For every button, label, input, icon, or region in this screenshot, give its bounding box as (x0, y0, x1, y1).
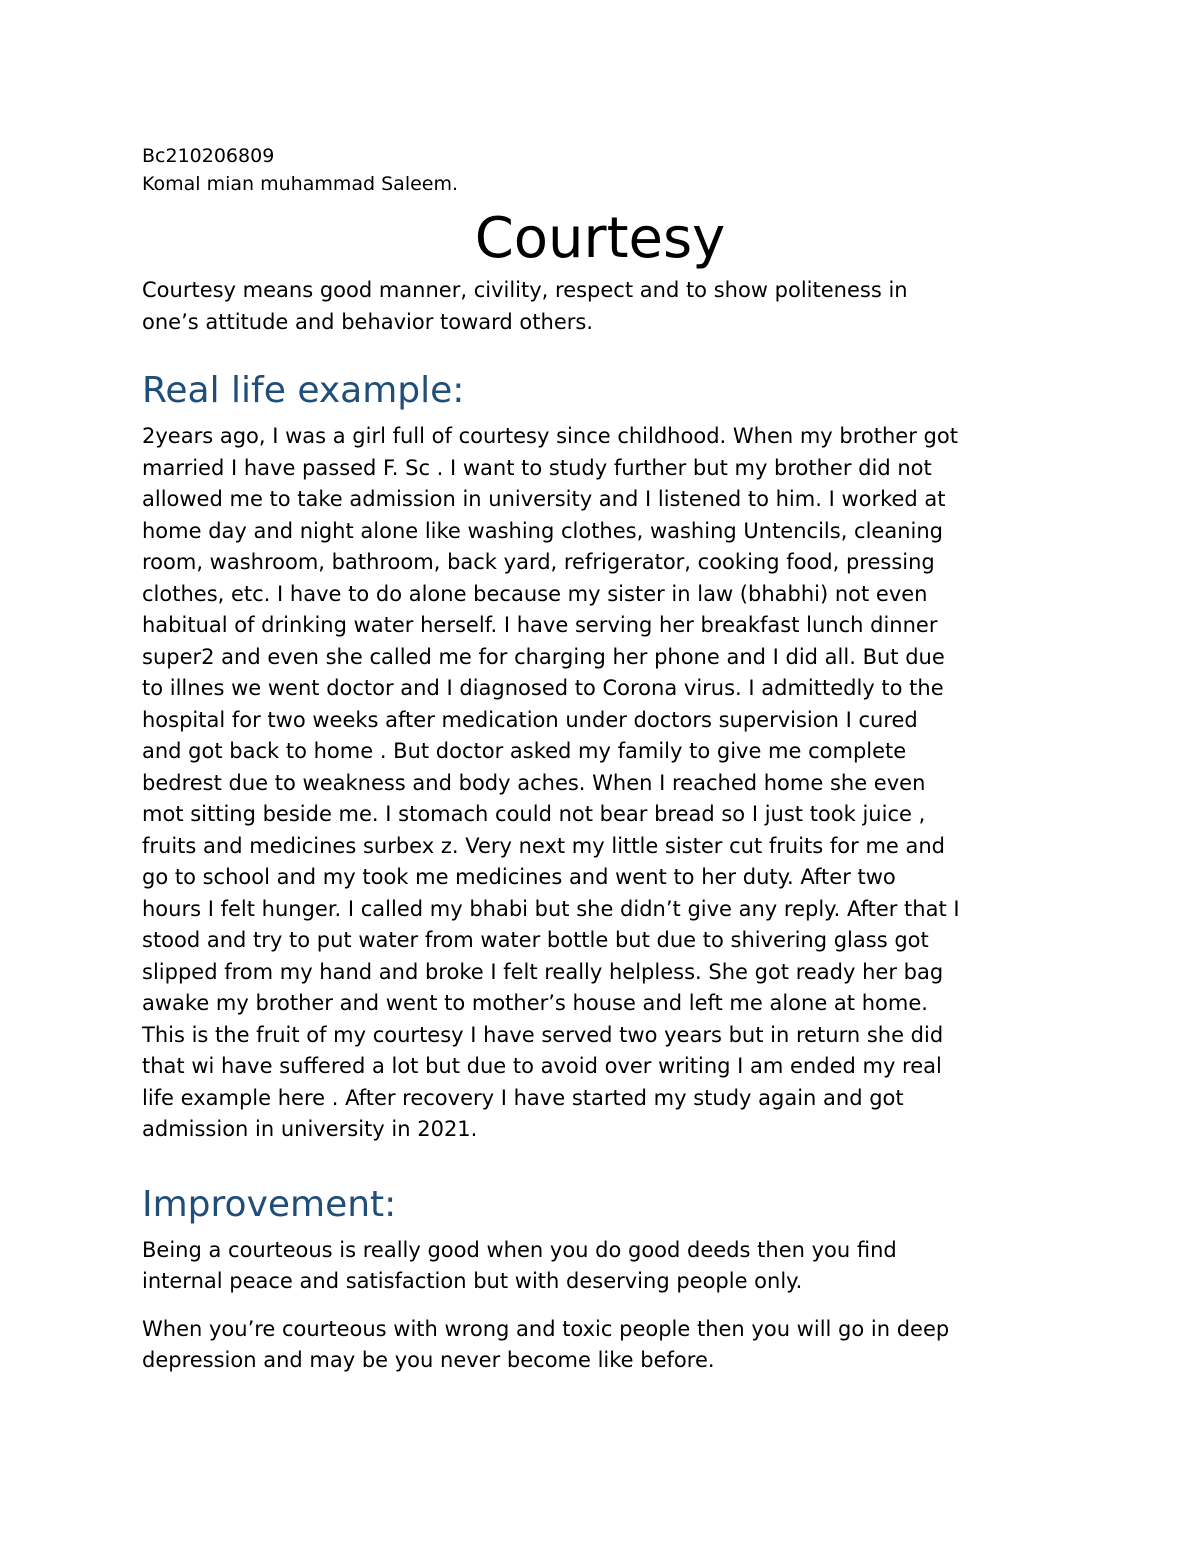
example-line: hospital for two weeks after medication under doctors supervision I cured (142, 707, 918, 732)
example-line: hours I felt hunger. I called my bhabi but she didn’t give any reply. After that I (142, 896, 960, 921)
intro-paragraph (142, 275, 1072, 338)
example-line: and got back to home . But doctor asked my family to give me complete (142, 739, 907, 763)
example-line: allowed me to take admission in university and I listened to him. I worked at (142, 487, 946, 511)
example-line: 2years ago, I was a girl full of courtesy since childhood. When my brother got (142, 424, 958, 448)
example-line: that wi have suffered a lot but due to avoid over writing I am ended my real (142, 1054, 942, 1078)
real-life-example-paragraph (142, 421, 1072, 1146)
example-line: slipped from my hand and broke I felt really helpless. She got ready her bag (142, 959, 944, 984)
student-name: Komal mian muhammad Saleem. (142, 173, 459, 195)
improvement-line: internal peace and satisfaction but with deserving people only. (142, 1269, 803, 1293)
intro-line: one’s attitude and behavior toward others. (142, 309, 593, 334)
document-title: Courtesy (474, 206, 726, 271)
example-line: to illnes we went doctor and I diagnosed to Corona virus. I admittedly to the (142, 676, 944, 700)
example-line: habitual of drinking water herself. I have serving her breakfast lunch dinner (142, 613, 938, 637)
example-line: bedrest due to weakness and body aches. When I reached home she even (142, 770, 926, 795)
improvement-line: depression and may be you never become like before. (142, 1348, 715, 1372)
example-line: stood and try to put water from water bottle but due to shivering glass got (142, 928, 929, 952)
improvement-paragraph-2 (142, 1314, 1072, 1377)
example-line: fruits and medicines surbex z. Very next my little sister cut fruits for me and (142, 833, 946, 858)
real-life-example-heading: Real life example: (142, 370, 465, 411)
improvement-line: Being a courteous is really good when you do good deeds then you find (142, 1237, 897, 1262)
example-line: home day and night alone like washing clothes, washing Untencils, cleaning (142, 518, 943, 543)
example-line: married I have passed F. Sc . I want to study further but my brother did not (142, 455, 932, 480)
example-line: go to school and my took me medicines and went to her duty. After two (142, 865, 896, 889)
student-id: Bc210206809 (142, 145, 275, 167)
example-line: awake my brother and went to mother’s house and left me alone at home. (142, 991, 928, 1015)
improvement-heading: Improvement: (142, 1183, 397, 1225)
example-line: super2 and even she called me for charging her phone and I did all. But due (142, 644, 945, 669)
example-line: room, washroom, bathroom, back yard, refrigerator, cooking food, pressing (142, 550, 935, 574)
example-line: life example here . After recovery I have started my study again and got (142, 1085, 904, 1110)
example-line: mot sitting beside me. I stomach could not bear bread so I just took juice , (142, 802, 926, 826)
example-line: This is the fruit of my courtesy I have served two years but in return she did (142, 1022, 944, 1047)
improvement-line: When you’re courteous with wrong and toxic people then you will go in deep (142, 1316, 950, 1341)
example-line: admission in university in 2021. (142, 1117, 478, 1141)
intro-line: Courtesy means good manner, civility, respect and to show politeness in (142, 278, 908, 302)
improvement-paragraph-1 (142, 1235, 1072, 1298)
document-body (142, 142, 1072, 1377)
example-line: clothes, etc. I have to do alone because my sister in law (bhabhi) not even (142, 581, 928, 606)
